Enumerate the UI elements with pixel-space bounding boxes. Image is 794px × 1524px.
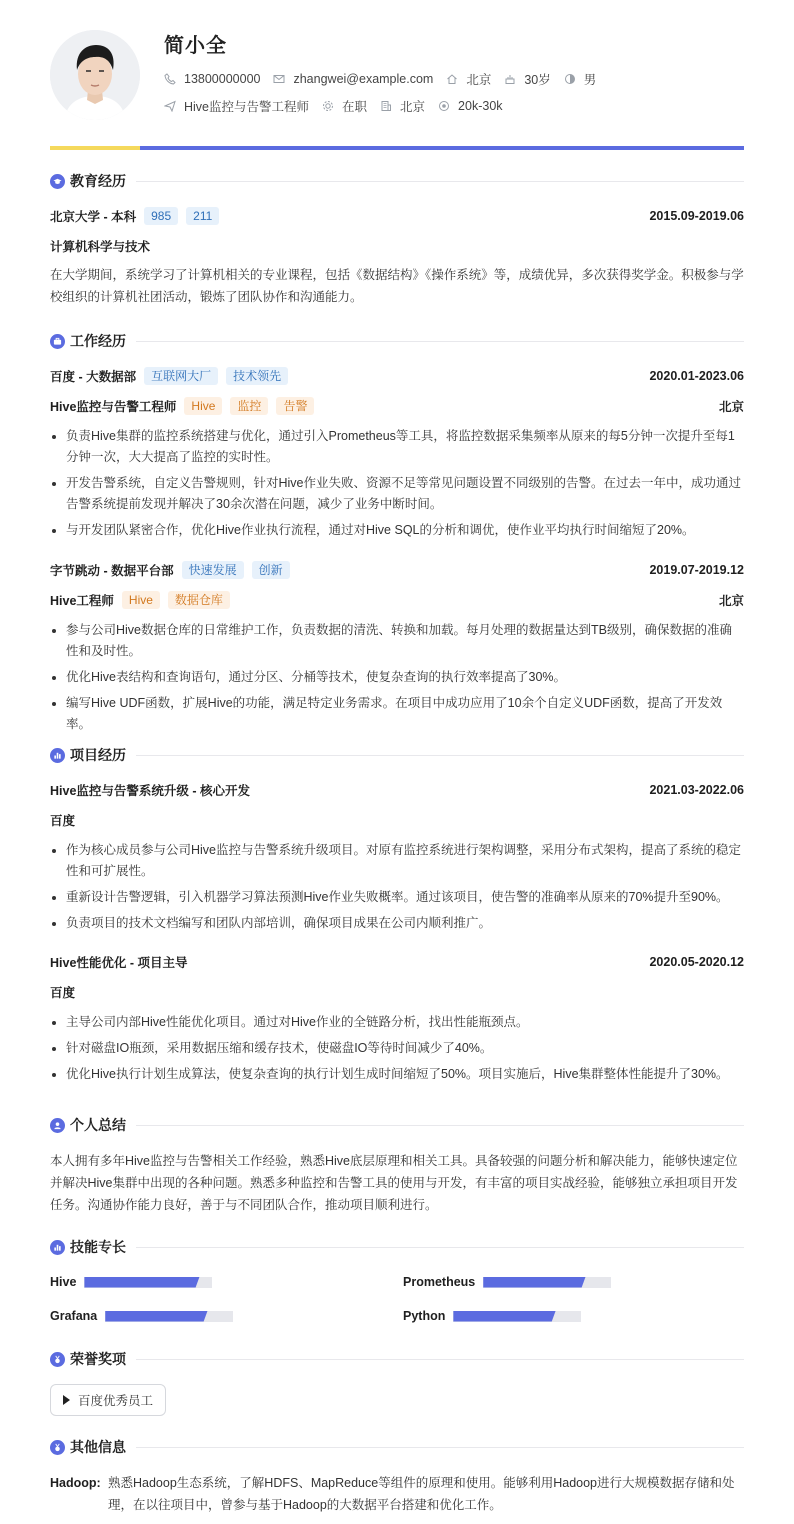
education-tag: 211 <box>186 207 219 225</box>
home-icon <box>446 73 458 85</box>
role-name: Hive工程师 <box>50 594 114 608</box>
section-heading: 荣誉奖项 <box>70 1351 126 1367</box>
user-icon <box>50 1118 65 1133</box>
gender-icon <box>564 73 576 85</box>
education-tag: 985 <box>144 207 178 225</box>
mail-icon <box>273 73 285 85</box>
section-heading: 其他信息 <box>70 1439 126 1455</box>
work-role-row <box>50 397 744 415</box>
status-text: 在职 <box>342 100 368 114</box>
project-company-row <box>50 811 744 829</box>
play-triangle-icon <box>63 1395 70 1405</box>
skill-fill <box>105 1311 207 1322</box>
skill-item <box>403 1309 581 1323</box>
skill-item <box>403 1275 611 1289</box>
project-title: Hive性能优化 - 项目主导 <box>50 956 188 970</box>
skill-fill <box>483 1277 585 1288</box>
section-divider <box>136 341 744 342</box>
target-city-text: 北京 <box>400 100 426 114</box>
phone-info <box>164 72 260 86</box>
section-work-title <box>50 331 744 351</box>
header-accent-bar-blue <box>140 146 744 150</box>
other-info-label: Hadoop: <box>50 1476 101 1490</box>
education-major-row <box>50 237 744 255</box>
resume-header <box>50 0 744 150</box>
project-company: 百度 <box>50 814 76 828</box>
work-bullets <box>50 426 744 546</box>
skill-fill <box>453 1311 555 1322</box>
list-item: 负责项目的技术文档编写和团队内部培训，确保项目成果在公司内顺利推广。 <box>50 913 744 934</box>
bar-chart-icon <box>50 748 65 763</box>
section-heading: 教育经历 <box>70 173 126 189</box>
cake-icon <box>504 73 516 85</box>
project-company: 百度 <box>50 986 76 1000</box>
work-city: 北京 <box>718 400 744 414</box>
candidate-name: 简小全 <box>164 35 227 57</box>
education-description: 在大学期间，系统学习了计算机相关的专业课程，包括《数据结构》《操作系统》等，成绩优异，多次获得奖学金。积极参与学校组织的计算机社团活动，锻炼了团队协作和沟通能力。 <box>50 268 744 304</box>
major-name: 计算机科学与技术 <box>50 240 151 254</box>
phone-number: 13800000000 <box>184 72 261 86</box>
gear-icon <box>322 100 334 112</box>
list-item: 优化Hive表结构和查询语句，通过分区、分桶等技术，使复杂查询的执行效率提高了30%。 <box>50 667 744 688</box>
company-tag: 快速发展 <box>182 561 244 579</box>
list-item: 负责Hive集群的监控系统搭建与优化，通过引入Prometheus等工具，将监控数据采集频率从原来的每5分钟一次提升至每1分钟一次，大大提高了监控的实时性。 <box>50 426 744 468</box>
other-info-item <box>50 1472 744 1516</box>
skill-name: Hive <box>50 1275 77 1289</box>
section-education-title <box>50 171 744 191</box>
work-company-row <box>50 367 744 385</box>
graduation-cap-icon <box>50 174 65 189</box>
section-summary-title <box>50 1115 744 1135</box>
position-info <box>164 97 309 115</box>
target-city-info <box>380 97 425 115</box>
status-info <box>322 97 367 115</box>
role-name: Hive监控与告警工程师 <box>50 400 177 414</box>
section-heading: 个人总结 <box>70 1117 126 1133</box>
skill-name: Python <box>403 1309 446 1323</box>
project-bullets <box>50 840 744 939</box>
location-text: 北京 <box>466 73 492 87</box>
work-period: 2019.07-2019.12 <box>649 563 744 577</box>
section-divider <box>136 1125 744 1126</box>
list-item: 与开发团队紧密合作，优化Hive作业执行流程，通过对Hive SQL的分析和调优，使作业平均执行时间缩短了20%。 <box>50 520 744 541</box>
list-item: 开发告警系统，自定义告警规则，针对Hive作业失败、资源不足等常见问题设置不同级别的告警。在过去一年中，成功通过告警系统提前发现并解决了30余次潜在问题，减少了业务中断时间。 <box>50 473 744 515</box>
age-info <box>504 70 550 88</box>
skill-track <box>105 1311 233 1322</box>
education-period: 2015.09-2019.06 <box>649 209 744 223</box>
list-item: 主导公司内部Hive性能优化项目。通过对Hive作业的全链路分析，找出性能瓶颈点。 <box>50 1012 744 1033</box>
building-icon <box>380 100 392 112</box>
list-item: 作为核心成员参与公司Hive监控与告警系统升级项目。对原有监控系统进行架构调整，采用分布式架构，提高了系统的稳定性和可扩展性。 <box>50 840 744 882</box>
role-tag: Hive <box>184 397 222 415</box>
project-title-row <box>50 781 744 799</box>
resume-page <box>50 0 744 1512</box>
company-tag: 技术领先 <box>226 367 288 385</box>
school-name: 北京大学 - 本科 <box>50 210 137 224</box>
work-city: 北京 <box>718 594 744 608</box>
project-period: 2021.03-2022.06 <box>649 783 744 797</box>
role-tag: 告警 <box>276 397 314 415</box>
money-icon <box>438 100 450 112</box>
send-icon <box>164 100 176 112</box>
list-item: 优化Hive执行计划生成算法，使复杂查询的执行计划生成时间缩短了50%。项目实施后，Hive集群整体性能提升了30%。 <box>50 1064 744 1085</box>
age-text: 30岁 <box>524 73 551 87</box>
header-accent-bar-yellow <box>50 146 140 150</box>
summary-text: 本人拥有多年Hive监控与告警相关工作经验，熟悉Hive底层原理和相关工具。具备较强的问题分析和解决能力，能够快速定位并解决Hive集群中出现的各种问题。熟悉多种监控和告警工具的使用与开发，有丰富的项目实战经验，能够独立承担项目开发任务。沟通协作能力良好，善于与不同团队合作，推动项目顺利进行。 <box>50 1154 738 1212</box>
section-divider <box>136 181 744 182</box>
project-title: Hive监控与告警系统升级 - 核心开发 <box>50 784 251 798</box>
project-company-row <box>50 983 744 1001</box>
project-bullets <box>50 1012 744 1090</box>
company-name: 字节跳动 - 数据平台部 <box>50 564 174 578</box>
section-other-title <box>50 1437 744 1457</box>
section-skills-title <box>50 1237 744 1257</box>
other-info-text: 熟悉Hadoop生态系统，了解HDFS、MapReduce等组件的原理和使用。能够利用Hadoop进行大规模数据存储和处理，在以往项目中，曾参与基于Hadoop的大数据平台搭建和优化工作。 <box>108 1476 735 1512</box>
work-bullets <box>50 620 744 740</box>
list-item: 重新设计告警逻辑，引入机器学习算法预测Hive作业失败概率。通过该项目，使告警的准确率从原来的70%提升至90%。 <box>50 887 744 908</box>
section-divider <box>136 1447 744 1448</box>
section-awards-title <box>50 1349 744 1369</box>
contact-row <box>164 70 609 88</box>
phone-icon <box>164 73 176 85</box>
briefcase-icon <box>50 334 65 349</box>
skill-name: Prometheus <box>403 1275 476 1289</box>
list-item: 针对磁盘IO瓶颈，采用数据压缩和缓存技术，使磁盘IO等待时间减少了40%。 <box>50 1038 744 1059</box>
job-intent-row <box>164 97 516 115</box>
work-company-row <box>50 561 744 579</box>
list-item: 编写Hive UDF函数，扩展Hive的功能，满足特定业务需求。在项目中成功应用了10余个自定义UDF函数，提高了开发效率。 <box>50 693 744 735</box>
avatar-portrait <box>50 30 140 120</box>
company-name: 百度 - 大数据部 <box>50 370 137 384</box>
email-info <box>273 72 433 86</box>
role-tag: 数据仓库 <box>168 591 230 609</box>
medal-icon <box>50 1352 65 1367</box>
section-divider <box>136 1359 744 1360</box>
company-tag: 互联网大厂 <box>144 367 218 385</box>
bar-chart-icon <box>50 1240 65 1255</box>
avatar <box>50 30 140 120</box>
section-heading: 项目经历 <box>70 747 126 763</box>
skill-track <box>483 1277 611 1288</box>
education-header <box>50 207 744 225</box>
salary-info <box>438 99 502 113</box>
award-label: 百度优秀员工 <box>78 1394 154 1408</box>
list-item: 参与公司Hive数据仓库的日常维护工作，负责数据的清洗、转换和加载。每月处理的数据量达到TB级别，确保数据的准确性和及时性。 <box>50 620 744 662</box>
section-heading: 工作经历 <box>70 333 126 349</box>
location-info <box>446 70 491 88</box>
role-tag: Hive <box>122 591 160 609</box>
skill-track <box>453 1311 581 1322</box>
role-tag: 监控 <box>230 397 268 415</box>
email-address: zhangwei@example.com <box>293 72 434 86</box>
skill-track <box>84 1277 212 1288</box>
section-projects-title <box>50 745 744 765</box>
medal-icon <box>50 1440 65 1455</box>
gender-text: 男 <box>583 73 597 87</box>
skill-item <box>50 1309 233 1323</box>
project-title-row <box>50 953 744 971</box>
section-heading: 技能专长 <box>70 1239 126 1255</box>
position-text: Hive监控与告警工程师 <box>184 100 310 114</box>
gender-info <box>564 70 597 88</box>
skill-name: Grafana <box>50 1309 98 1323</box>
work-role-row <box>50 591 744 609</box>
company-tag: 创新 <box>252 561 290 579</box>
skill-fill <box>84 1277 199 1288</box>
section-divider <box>136 1247 744 1248</box>
award-item[interactable] <box>50 1384 166 1416</box>
section-divider <box>136 755 744 756</box>
work-period: 2020.01-2023.06 <box>649 369 744 383</box>
skill-item <box>50 1275 212 1289</box>
project-period: 2020.05-2020.12 <box>649 955 744 969</box>
salary-text: 20k-30k <box>458 99 503 113</box>
